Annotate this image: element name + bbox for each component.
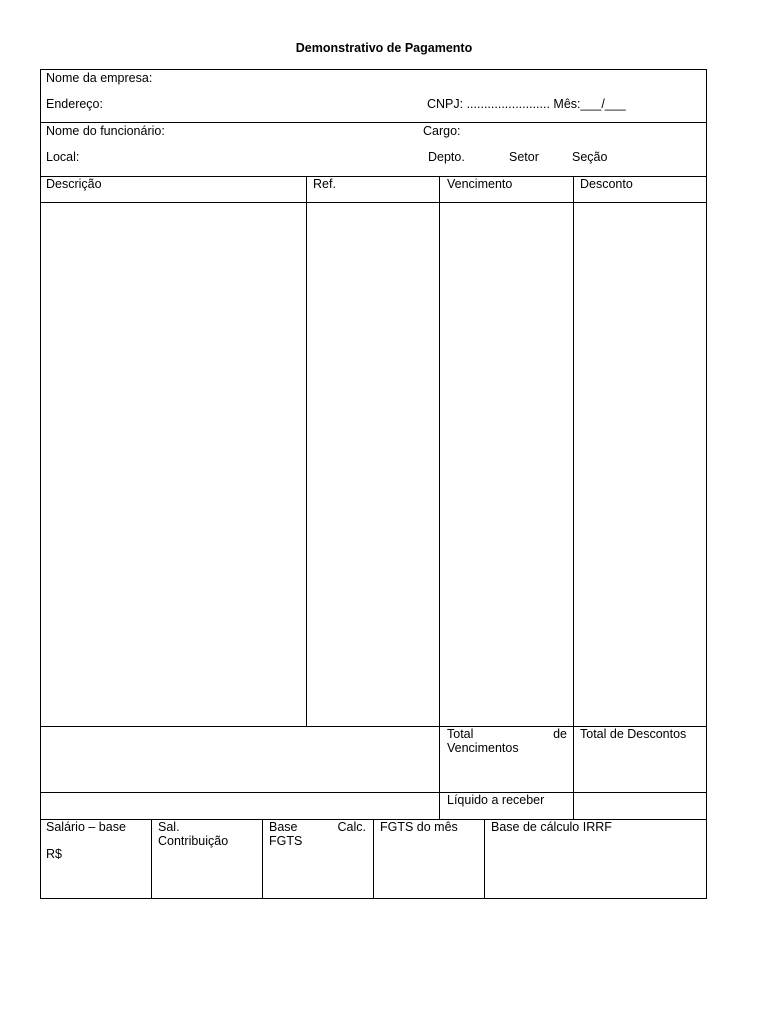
document-title: Demonstrativo de Pagamento — [295, 41, 473, 55]
department-label: Depto. — [428, 150, 465, 164]
footer-col-line-1 — [151, 819, 152, 898]
sector-label: Setor — [509, 150, 539, 164]
border-top — [40, 69, 707, 70]
fgts-word: FGTS — [269, 834, 303, 848]
divider-employee — [40, 122, 707, 123]
calc-word: Calc. — [337, 820, 366, 834]
company-name-label: Nome da empresa: — [46, 71, 153, 85]
divider-liquido — [40, 792, 707, 793]
contribuicao-word: Contribuição — [158, 834, 229, 848]
location-label: Local: — [46, 150, 80, 164]
base-irrf-label: Base de cálculo IRRF — [491, 820, 612, 834]
column-header-vencimento: Vencimento — [447, 177, 513, 191]
col-line-ref — [306, 176, 307, 726]
employee-name-label: Nome do funcionário: — [46, 124, 165, 138]
liquido-label: Líquido a receber — [447, 793, 545, 807]
divider-table-body — [40, 202, 707, 203]
base-calc-line1 — [269, 820, 366, 834]
column-header-ref: Ref. — [313, 177, 336, 191]
fgts-mes-label: FGTS do mês — [380, 820, 458, 834]
total-word: Total — [447, 727, 474, 741]
vencimentos-word: Vencimentos — [447, 741, 519, 755]
column-header-desconto: Desconto — [580, 177, 633, 191]
total-vencimentos-label — [447, 727, 567, 755]
footer-col-line-4 — [484, 819, 485, 898]
de-word: de — [553, 727, 567, 741]
base-word: Base — [269, 820, 298, 834]
total-descontos-label: Total de Descontos — [580, 727, 687, 741]
salario-base-label: Salário – base — [46, 820, 126, 834]
col-line-desconto — [573, 176, 574, 819]
footer-col-line-3 — [373, 819, 374, 898]
base-calc-fgts-label — [269, 820, 366, 848]
column-header-descricao: Descrição — [46, 177, 102, 191]
total-vencimentos-line1 — [447, 727, 567, 741]
sal-contribuicao-label — [158, 820, 258, 848]
border-right — [706, 69, 707, 899]
currency-label: R$ — [46, 847, 62, 861]
section-label: Seção — [572, 150, 608, 164]
border-left — [40, 69, 41, 899]
sal-word: Sal. — [158, 820, 180, 834]
border-bottom — [40, 898, 707, 899]
address-label: Endereço: — [46, 97, 103, 111]
position-label: Cargo: — [423, 124, 461, 138]
col-line-vencimento — [439, 176, 440, 819]
cnpj-month-label: CNPJ: ........................ Mês:___/___ — [427, 97, 626, 111]
footer-col-line-2 — [262, 819, 263, 898]
